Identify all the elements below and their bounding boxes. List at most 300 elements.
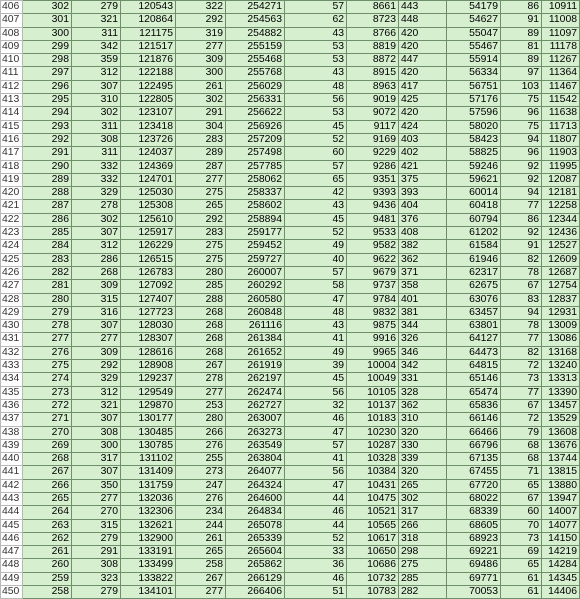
table-cell[interactable]: 9351 [347, 173, 399, 186]
table-cell[interactable]: 320 [399, 466, 447, 479]
table-cell[interactable]: 339 [399, 453, 447, 466]
table-cell[interactable]: 342 [72, 40, 121, 53]
table-cell[interactable]: 268 [72, 266, 121, 279]
table-cell[interactable]: 309 [72, 346, 121, 359]
table-cell[interactable]: 261 [176, 532, 226, 545]
table-cell[interactable]: 275 [176, 253, 226, 266]
table-cell[interactable]: 13457 [542, 399, 580, 412]
table-cell[interactable]: 9679 [347, 266, 399, 279]
row-number[interactable]: 435 [1, 386, 23, 399]
table-cell[interactable]: 9832 [347, 306, 399, 319]
row-number[interactable]: 424 [1, 240, 23, 253]
table-cell[interactable]: 82 [501, 253, 542, 266]
table-cell[interactable]: 56 [285, 386, 347, 399]
table-cell[interactable]: 75 [501, 94, 542, 107]
table-cell[interactable]: 66796 [447, 439, 501, 452]
table-cell[interactable]: 282 [399, 586, 447, 599]
row-number[interactable]: 440 [1, 453, 23, 466]
table-cell[interactable]: 321 [72, 14, 121, 27]
table-cell[interactable]: 46 [285, 506, 347, 519]
table-cell[interactable]: 58 [285, 280, 347, 293]
table-cell[interactable]: 265604 [226, 546, 285, 559]
table-cell[interactable]: 11364 [542, 67, 580, 80]
table-cell[interactable]: 265862 [226, 559, 285, 572]
table-cell[interactable]: 447 [399, 54, 447, 67]
row-number[interactable]: 429 [1, 306, 23, 319]
table-cell[interactable]: 256622 [226, 107, 285, 120]
table-cell[interactable]: 47 [285, 293, 347, 306]
table-cell[interactable]: 328 [399, 386, 447, 399]
table-cell[interactable]: 131102 [121, 453, 176, 466]
table-cell[interactable]: 122805 [121, 94, 176, 107]
row-number[interactable]: 443 [1, 492, 23, 505]
table-cell[interactable]: 72 [501, 360, 542, 373]
table-cell[interactable]: 322 [176, 1, 226, 14]
table-cell[interactable]: 13744 [542, 453, 580, 466]
table-cell[interactable]: 276 [23, 346, 72, 359]
table-cell[interactable]: 277 [176, 40, 226, 53]
table-cell[interactable]: 128307 [121, 333, 176, 346]
table-cell[interactable]: 417 [399, 80, 447, 93]
table-cell[interactable]: 258602 [226, 200, 285, 213]
table-cell[interactable]: 63801 [447, 320, 501, 333]
table-cell[interactable]: 291 [23, 147, 72, 160]
table-cell[interactable]: 275 [399, 559, 447, 572]
table-cell[interactable]: 60 [501, 506, 542, 519]
table-cell[interactable]: 13009 [542, 320, 580, 333]
table-cell[interactable]: 319 [176, 27, 226, 40]
table-cell[interactable]: 262 [23, 532, 72, 545]
row-number[interactable]: 431 [1, 333, 23, 346]
row-number[interactable]: 407 [1, 14, 23, 27]
table-cell[interactable]: 277 [72, 492, 121, 505]
row-number[interactable]: 406 [1, 1, 23, 14]
table-cell[interactable]: 279 [72, 1, 121, 14]
table-cell[interactable]: 10521 [347, 506, 399, 519]
table-cell[interactable]: 284 [23, 240, 72, 253]
table-cell[interactable]: 121876 [121, 54, 176, 67]
table-cell[interactable]: 11008 [542, 14, 580, 27]
table-cell[interactable]: 279 [23, 306, 72, 319]
table-cell[interactable]: 129870 [121, 399, 176, 412]
table-cell[interactable]: 68 [501, 439, 542, 452]
table-cell[interactable]: 10911 [542, 1, 580, 14]
table-cell[interactable]: 125610 [121, 213, 176, 226]
row-number[interactable]: 442 [1, 479, 23, 492]
table-cell[interactable]: 12087 [542, 173, 580, 186]
table-cell[interactable]: 14077 [542, 519, 580, 532]
table-cell[interactable]: 12344 [542, 213, 580, 226]
table-cell[interactable]: 9072 [347, 107, 399, 120]
table-cell[interactable]: 254882 [226, 27, 285, 40]
table-cell[interactable]: 129549 [121, 386, 176, 399]
row-number[interactable]: 436 [1, 399, 23, 412]
table-cell[interactable]: 94 [501, 133, 542, 146]
table-cell[interactable]: 277 [176, 386, 226, 399]
table-cell[interactable]: 8661 [347, 1, 399, 14]
table-cell[interactable]: 315 [72, 293, 121, 306]
table-cell[interactable]: 122188 [121, 67, 176, 80]
table-cell[interactable]: 262474 [226, 386, 285, 399]
table-cell[interactable]: 263273 [226, 426, 285, 439]
table-cell[interactable]: 286 [72, 253, 121, 266]
table-cell[interactable]: 292 [23, 133, 72, 146]
table-cell[interactable]: 47 [285, 426, 347, 439]
table-cell[interactable]: 69221 [447, 546, 501, 559]
table-cell[interactable]: 63076 [447, 293, 501, 306]
row-number[interactable]: 411 [1, 67, 23, 80]
table-cell[interactable]: 261919 [226, 360, 285, 373]
table-cell[interactable]: 257498 [226, 147, 285, 160]
table-cell[interactable]: 10230 [347, 426, 399, 439]
table-cell[interactable]: 261652 [226, 346, 285, 359]
table-cell[interactable]: 298 [23, 54, 72, 67]
table-cell[interactable]: 260007 [226, 266, 285, 279]
table-cell[interactable]: 66466 [447, 426, 501, 439]
table-cell[interactable]: 52 [285, 227, 347, 240]
table-cell[interactable]: 317 [399, 506, 447, 519]
table-cell[interactable]: 273 [176, 466, 226, 479]
table-cell[interactable]: 292 [72, 360, 121, 373]
table-cell[interactable]: 262727 [226, 399, 285, 412]
table-cell[interactable]: 8872 [347, 54, 399, 67]
table-cell[interactable]: 130485 [121, 426, 176, 439]
table-cell[interactable]: 128908 [121, 360, 176, 373]
table-cell[interactable]: 420 [399, 107, 447, 120]
table-cell[interactable]: 65474 [447, 386, 501, 399]
table-cell[interactable]: 14284 [542, 559, 580, 572]
table-cell[interactable]: 122495 [121, 80, 176, 93]
table-cell[interactable]: 83 [501, 293, 542, 306]
table-cell[interactable]: 43 [285, 320, 347, 333]
table-cell[interactable]: 264077 [226, 466, 285, 479]
table-cell[interactable]: 381 [399, 306, 447, 319]
table-cell[interactable]: 302 [23, 1, 72, 14]
table-cell[interactable]: 287 [176, 160, 226, 173]
table-cell[interactable]: 309 [176, 54, 226, 67]
table-cell[interactable]: 57 [285, 1, 347, 14]
table-cell[interactable]: 311 [72, 120, 121, 133]
table-cell[interactable]: 342 [399, 360, 447, 373]
table-cell[interactable]: 57 [285, 160, 347, 173]
table-cell[interactable]: 268 [176, 333, 226, 346]
table-cell[interactable]: 12837 [542, 293, 580, 306]
table-cell[interactable]: 8915 [347, 67, 399, 80]
table-cell[interactable]: 12931 [542, 306, 580, 319]
table-cell[interactable]: 307 [72, 413, 121, 426]
table-cell[interactable]: 13086 [542, 333, 580, 346]
table-cell[interactable]: 9533 [347, 227, 399, 240]
table-cell[interactable]: 10049 [347, 373, 399, 386]
table-cell[interactable]: 67 [501, 492, 542, 505]
row-number[interactable]: 415 [1, 120, 23, 133]
table-cell[interactable]: 54179 [447, 1, 501, 14]
table-cell[interactable]: 362 [399, 399, 447, 412]
table-cell[interactable]: 299 [23, 40, 72, 53]
table-cell[interactable]: 247 [176, 479, 226, 492]
table-cell[interactable]: 70053 [447, 586, 501, 599]
table-cell[interactable]: 61 [501, 586, 542, 599]
table-cell[interactable]: 307 [72, 227, 121, 240]
table-cell[interactable]: 86 [501, 213, 542, 226]
table-cell[interactable]: 10783 [347, 586, 399, 599]
table-cell[interactable]: 59246 [447, 160, 501, 173]
table-cell[interactable]: 57 [285, 439, 347, 452]
table-cell[interactable]: 264324 [226, 479, 285, 492]
row-number[interactable]: 445 [1, 519, 23, 532]
table-cell[interactable]: 271 [23, 413, 72, 426]
table-cell[interactable]: 126229 [121, 240, 176, 253]
row-number[interactable]: 433 [1, 360, 23, 373]
table-cell[interactable]: 265 [176, 200, 226, 213]
table-cell[interactable]: 310 [399, 413, 447, 426]
table-cell[interactable]: 54627 [447, 14, 501, 27]
table-cell[interactable]: 52 [285, 532, 347, 545]
table-cell[interactable]: 424 [399, 120, 447, 133]
table-cell[interactable]: 132036 [121, 492, 176, 505]
table-cell[interactable]: 12527 [542, 240, 580, 253]
table-cell[interactable]: 56751 [447, 80, 501, 93]
row-number[interactable]: 418 [1, 160, 23, 173]
table-cell[interactable]: 68339 [447, 506, 501, 519]
table-cell[interactable]: 60418 [447, 200, 501, 213]
table-cell[interactable]: 261 [176, 80, 226, 93]
table-cell[interactable]: 282 [23, 266, 72, 279]
table-cell[interactable]: 130785 [121, 439, 176, 452]
table-cell[interactable]: 280 [176, 413, 226, 426]
table-cell[interactable]: 302 [72, 107, 121, 120]
table-cell[interactable]: 323 [72, 572, 121, 585]
table-cell[interactable]: 9481 [347, 213, 399, 226]
table-cell[interactable]: 311 [72, 147, 121, 160]
table-cell[interactable]: 13313 [542, 373, 580, 386]
table-cell[interactable]: 11995 [542, 160, 580, 173]
table-cell[interactable]: 120543 [121, 1, 176, 14]
table-cell[interactable]: 293 [23, 120, 72, 133]
table-cell[interactable]: 307 [72, 320, 121, 333]
table-cell[interactable]: 255768 [226, 67, 285, 80]
table-cell[interactable]: 281 [23, 280, 72, 293]
table-cell[interactable]: 310 [72, 94, 121, 107]
table-cell[interactable]: 420 [399, 67, 447, 80]
table-cell[interactable]: 276 [176, 492, 226, 505]
table-cell[interactable]: 263549 [226, 439, 285, 452]
table-cell[interactable]: 11807 [542, 133, 580, 146]
table-cell[interactable]: 270 [72, 506, 121, 519]
table-cell[interactable]: 259727 [226, 253, 285, 266]
table-cell[interactable]: 288 [176, 293, 226, 306]
table-cell[interactable]: 40 [285, 253, 347, 266]
row-number[interactable]: 417 [1, 147, 23, 160]
table-cell[interactable]: 312 [72, 386, 121, 399]
table-cell[interactable]: 13390 [542, 386, 580, 399]
table-cell[interactable]: 14007 [542, 506, 580, 519]
table-cell[interactable]: 65146 [447, 373, 501, 386]
table-cell[interactable]: 61946 [447, 253, 501, 266]
table-cell[interactable]: 14150 [542, 532, 580, 545]
table-cell[interactable]: 57 [285, 266, 347, 279]
table-cell[interactable]: 60014 [447, 187, 501, 200]
table-cell[interactable]: 9286 [347, 160, 399, 173]
table-cell[interactable]: 131409 [121, 466, 176, 479]
table-cell[interactable]: 290 [23, 160, 72, 173]
table-cell[interactable]: 10732 [347, 572, 399, 585]
table-cell[interactable]: 91 [501, 14, 542, 27]
table-cell[interactable]: 41 [285, 333, 347, 346]
table-cell[interactable]: 120864 [121, 14, 176, 27]
table-cell[interactable]: 12687 [542, 266, 580, 279]
table-cell[interactable]: 10650 [347, 546, 399, 559]
table-cell[interactable]: 329 [72, 187, 121, 200]
row-number[interactable]: 421 [1, 200, 23, 213]
table-cell[interactable]: 126783 [121, 266, 176, 279]
table-cell[interactable]: 258 [176, 559, 226, 572]
table-cell[interactable]: 255159 [226, 40, 285, 53]
table-cell[interactable]: 49 [285, 240, 347, 253]
table-cell[interactable]: 64815 [447, 360, 501, 373]
table-cell[interactable]: 43 [285, 200, 347, 213]
table-cell[interactable]: 266406 [226, 586, 285, 599]
table-cell[interactable]: 77 [501, 200, 542, 213]
table-cell[interactable]: 283 [176, 227, 226, 240]
table-cell[interactable]: 329 [72, 373, 121, 386]
table-cell[interactable]: 300 [176, 67, 226, 80]
table-cell[interactable]: 64473 [447, 346, 501, 359]
row-number[interactable]: 425 [1, 253, 23, 266]
table-cell[interactable]: 296 [23, 80, 72, 93]
table-cell[interactable]: 92 [501, 227, 542, 240]
row-number[interactable]: 447 [1, 546, 23, 559]
table-cell[interactable]: 9784 [347, 293, 399, 306]
row-number[interactable]: 449 [1, 572, 23, 585]
table-cell[interactable]: 75 [501, 120, 542, 133]
table-cell[interactable]: 11713 [542, 120, 580, 133]
table-cell[interactable]: 9622 [347, 253, 399, 266]
row-number[interactable]: 420 [1, 187, 23, 200]
table-cell[interactable]: 96 [501, 107, 542, 120]
table-cell[interactable]: 270 [23, 426, 72, 439]
table-cell[interactable]: 11178 [542, 40, 580, 53]
table-cell[interactable]: 82 [501, 346, 542, 359]
table-cell[interactable]: 125917 [121, 227, 176, 240]
table-cell[interactable]: 44 [285, 492, 347, 505]
table-cell[interactable]: 9965 [347, 346, 399, 359]
table-cell[interactable]: 51 [285, 586, 347, 599]
table-cell[interactable]: 68 [501, 453, 542, 466]
row-number[interactable]: 412 [1, 80, 23, 93]
table-cell[interactable]: 326 [399, 333, 447, 346]
table-cell[interactable]: 10287 [347, 439, 399, 452]
table-cell[interactable]: 58825 [447, 147, 501, 160]
table-cell[interactable]: 9169 [347, 133, 399, 146]
table-cell[interactable]: 56 [285, 94, 347, 107]
table-cell[interactable]: 53 [285, 54, 347, 67]
table-cell[interactable]: 12754 [542, 280, 580, 293]
row-number[interactable]: 422 [1, 213, 23, 226]
table-cell[interactable]: 9875 [347, 320, 399, 333]
table-cell[interactable]: 124369 [121, 160, 176, 173]
table-cell[interactable]: 261 [23, 546, 72, 559]
table-cell[interactable]: 67 [501, 399, 542, 412]
table-cell[interactable]: 8819 [347, 40, 399, 53]
table-cell[interactable]: 330 [399, 439, 447, 452]
table-cell[interactable]: 77 [501, 386, 542, 399]
table-cell[interactable]: 13168 [542, 346, 580, 359]
table-cell[interactable]: 302 [72, 213, 121, 226]
table-cell[interactable]: 283 [176, 133, 226, 146]
table-cell[interactable]: 421 [399, 160, 447, 173]
table-cell[interactable]: 266 [176, 426, 226, 439]
table-cell[interactable]: 285 [399, 572, 447, 585]
table-cell[interactable]: 32 [285, 399, 347, 412]
table-cell[interactable]: 10384 [347, 466, 399, 479]
table-cell[interactable]: 62317 [447, 266, 501, 279]
table-cell[interactable]: 321 [72, 399, 121, 412]
table-cell[interactable]: 47 [285, 479, 347, 492]
table-cell[interactable]: 97 [501, 67, 542, 80]
table-cell[interactable]: 301 [23, 14, 72, 27]
table-cell[interactable]: 133499 [121, 559, 176, 572]
table-cell[interactable]: 130177 [121, 413, 176, 426]
table-cell[interactable]: 265 [176, 546, 226, 559]
table-cell[interactable]: 48 [285, 80, 347, 93]
table-cell[interactable]: 307 [72, 80, 121, 93]
table-cell[interactable]: 266 [399, 519, 447, 532]
table-cell[interactable]: 67455 [447, 466, 501, 479]
table-cell[interactable]: 294 [23, 107, 72, 120]
row-number[interactable]: 439 [1, 439, 23, 452]
table-cell[interactable]: 308 [72, 559, 121, 572]
table-cell[interactable]: 68923 [447, 532, 501, 545]
table-cell[interactable]: 62675 [447, 280, 501, 293]
table-cell[interactable]: 68022 [447, 492, 501, 505]
table-cell[interactable]: 103 [501, 80, 542, 93]
table-cell[interactable]: 254271 [226, 1, 285, 14]
table-cell[interactable]: 61202 [447, 227, 501, 240]
table-cell[interactable]: 69 [501, 546, 542, 559]
table-cell[interactable]: 304 [176, 120, 226, 133]
table-cell[interactable]: 302 [176, 94, 226, 107]
table-cell[interactable]: 280 [176, 266, 226, 279]
table-cell[interactable]: 260 [23, 559, 72, 572]
table-cell[interactable]: 244 [176, 519, 226, 532]
table-cell[interactable]: 275 [23, 360, 72, 373]
table-cell[interactable]: 9117 [347, 120, 399, 133]
table-cell[interactable]: 375 [399, 173, 447, 186]
table-cell[interactable]: 257785 [226, 160, 285, 173]
table-cell[interactable]: 298 [399, 546, 447, 559]
table-cell[interactable]: 13676 [542, 439, 580, 452]
table-cell[interactable]: 278 [23, 320, 72, 333]
table-cell[interactable]: 92 [501, 160, 542, 173]
table-cell[interactable]: 376 [399, 213, 447, 226]
table-cell[interactable]: 276 [176, 439, 226, 452]
table-cell[interactable]: 277 [176, 173, 226, 186]
table-cell[interactable]: 127723 [121, 306, 176, 319]
row-number[interactable]: 430 [1, 320, 23, 333]
table-cell[interactable]: 127092 [121, 280, 176, 293]
table-cell[interactable]: 11097 [542, 27, 580, 40]
table-cell[interactable]: 86 [501, 1, 542, 14]
table-cell[interactable]: 124701 [121, 173, 176, 186]
table-cell[interactable]: 62 [285, 14, 347, 27]
table-cell[interactable]: 94 [501, 306, 542, 319]
table-cell[interactable]: 9393 [347, 187, 399, 200]
table-cell[interactable]: 41 [285, 453, 347, 466]
table-cell[interactable]: 256926 [226, 120, 285, 133]
table-cell[interactable]: 11638 [542, 107, 580, 120]
table-cell[interactable]: 14406 [542, 586, 580, 599]
